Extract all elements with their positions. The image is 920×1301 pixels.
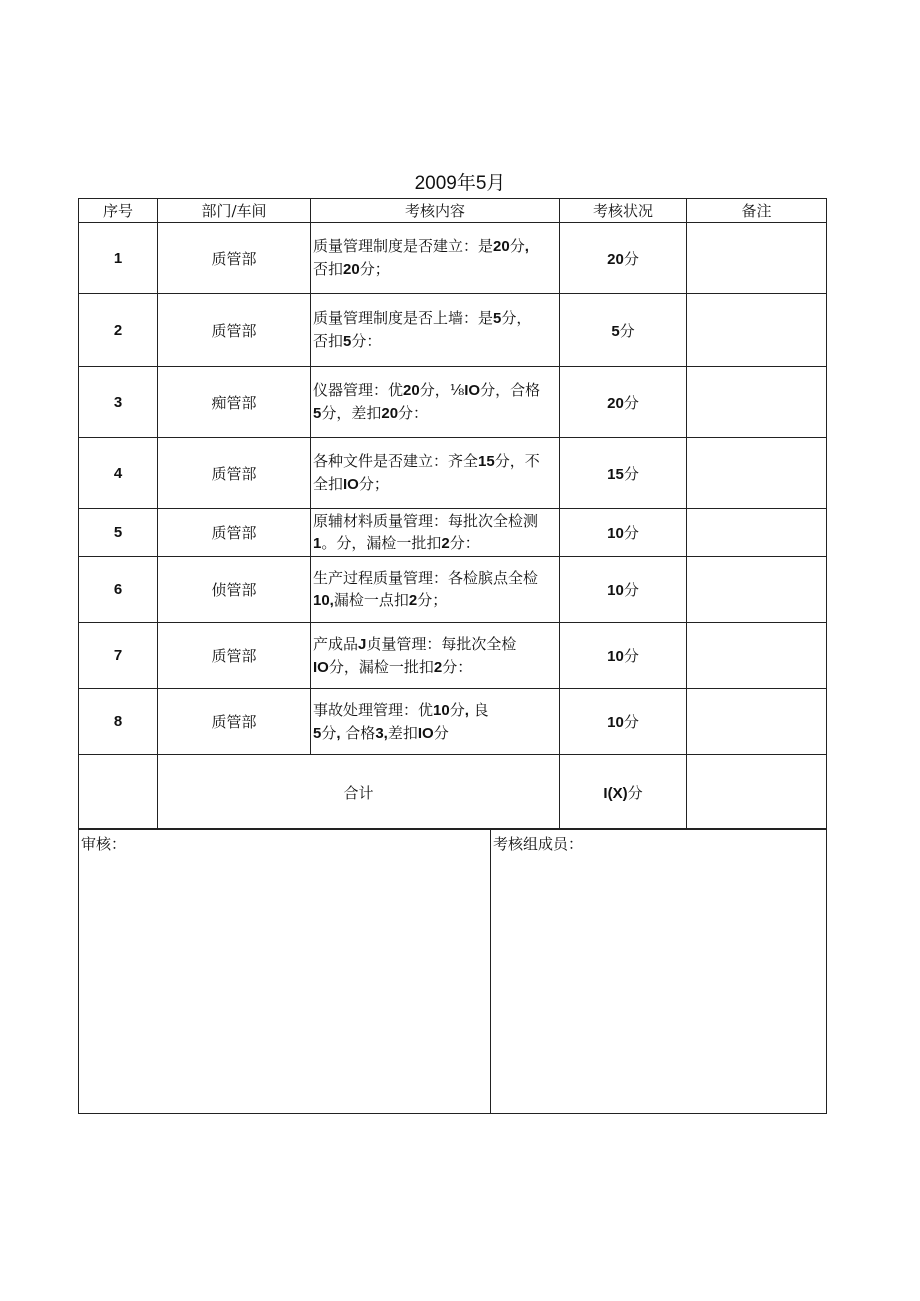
row-dept: 质管部 <box>158 509 311 557</box>
total-score: I(X)分 <box>560 755 687 830</box>
row-content <box>311 438 560 509</box>
row-content-line2: 10,漏检一点扣2分； <box>313 591 448 609</box>
table-row <box>79 294 827 367</box>
row-number: 5 <box>79 509 158 557</box>
row-remark <box>687 438 827 509</box>
review-label: 审核： <box>81 835 127 853</box>
row-content-line1: 质量管理制度是否建立：是20分, <box>313 237 529 255</box>
row-remark <box>687 367 827 438</box>
row-number: 8 <box>79 689 158 755</box>
table-row <box>79 689 827 755</box>
header-status: 考核状况 <box>560 199 687 223</box>
header-remark: 备注 <box>687 199 827 223</box>
row-content <box>311 294 560 367</box>
row-number: 3 <box>79 367 158 438</box>
row-remark <box>687 223 827 294</box>
row-score: 10分 <box>560 689 687 755</box>
row-remark <box>687 294 827 367</box>
signature-table <box>78 828 827 1114</box>
row-content <box>311 223 560 294</box>
row-score: 10分 <box>560 509 687 557</box>
row-dept: 质管部 <box>158 294 311 367</box>
row-content <box>311 557 560 623</box>
row-remark <box>687 509 827 557</box>
header-seq: 序号 <box>79 199 158 223</box>
total-label: 合计 <box>158 755 560 830</box>
row-content-line1: 各种文件是否建立：齐全15分，不 <box>313 452 540 470</box>
row-dept: 质管部 <box>158 623 311 689</box>
row-dept: 质管部 <box>158 438 311 509</box>
row-dept: 痴管部 <box>158 367 311 438</box>
row-content <box>311 623 560 689</box>
row-score: 10分 <box>560 623 687 689</box>
table-row <box>79 509 827 557</box>
row-content-line2: 5分，差扣20分： <box>313 404 429 422</box>
row-content-line2: IO分，漏检一批扣2分： <box>313 657 473 676</box>
row-number: 6 <box>79 557 158 623</box>
table-row <box>79 367 827 438</box>
row-content-line1: 质量管理制度是否上墙：是5分， <box>313 309 532 327</box>
row-content-line1: 产成品J贞量管理：每批次全检 <box>313 634 517 653</box>
page-title: 2009年5月 <box>414 173 506 194</box>
row-content-line2: 否扣20分； <box>313 260 390 278</box>
total-row <box>79 755 827 830</box>
row-number: 4 <box>79 438 158 509</box>
row-score: 5分 <box>560 294 687 367</box>
row-remark <box>687 557 827 623</box>
row-content-line2: 1。分，漏检一批扣2分： <box>313 534 480 552</box>
row-content-line1: 事故处理管理：优10分, 良 <box>313 700 489 719</box>
row-content <box>311 509 560 557</box>
assessment-table <box>78 198 827 830</box>
row-number: 7 <box>79 623 158 689</box>
row-score: 15分 <box>560 438 687 509</box>
row-score: 20分 <box>560 367 687 438</box>
row-dept: 质管部 <box>158 689 311 755</box>
header-dept: 部门/车间 <box>158 199 311 223</box>
row-remark <box>687 623 827 689</box>
row-content-line1: 生产过程质量管理：各检膑点全检 <box>313 569 539 587</box>
members-label: 考核组成员： <box>493 835 584 853</box>
review-cell <box>79 829 491 1114</box>
row-score: 20分 <box>560 223 687 294</box>
table-row <box>79 438 827 509</box>
table-row <box>79 623 827 689</box>
row-content <box>311 689 560 755</box>
row-score: 10分 <box>560 557 687 623</box>
header-content: 考核内容 <box>311 199 560 223</box>
total-seq-cell <box>79 755 158 830</box>
row-remark <box>687 689 827 755</box>
row-content-line1: 仪器管理：优20分，⅛IO分，合格 <box>313 381 541 399</box>
row-content-line1: 原辅材料质量管理：每批次全检测 <box>313 512 539 530</box>
row-number: 2 <box>79 294 158 367</box>
members-cell <box>491 829 827 1114</box>
row-dept: 质管部 <box>158 223 311 294</box>
table-row <box>79 557 827 623</box>
row-content-line2: 否扣5分： <box>313 332 382 350</box>
table-row <box>79 223 827 294</box>
table-header-row <box>79 199 827 223</box>
row-content-line2: 5分, 合格3,差扣IO分 <box>313 723 449 742</box>
row-number: 1 <box>79 223 158 294</box>
row-content-line2: 全扣IO分； <box>313 475 389 493</box>
row-dept: 侦管部 <box>158 557 311 623</box>
row-content <box>311 367 560 438</box>
total-remark <box>687 755 827 830</box>
